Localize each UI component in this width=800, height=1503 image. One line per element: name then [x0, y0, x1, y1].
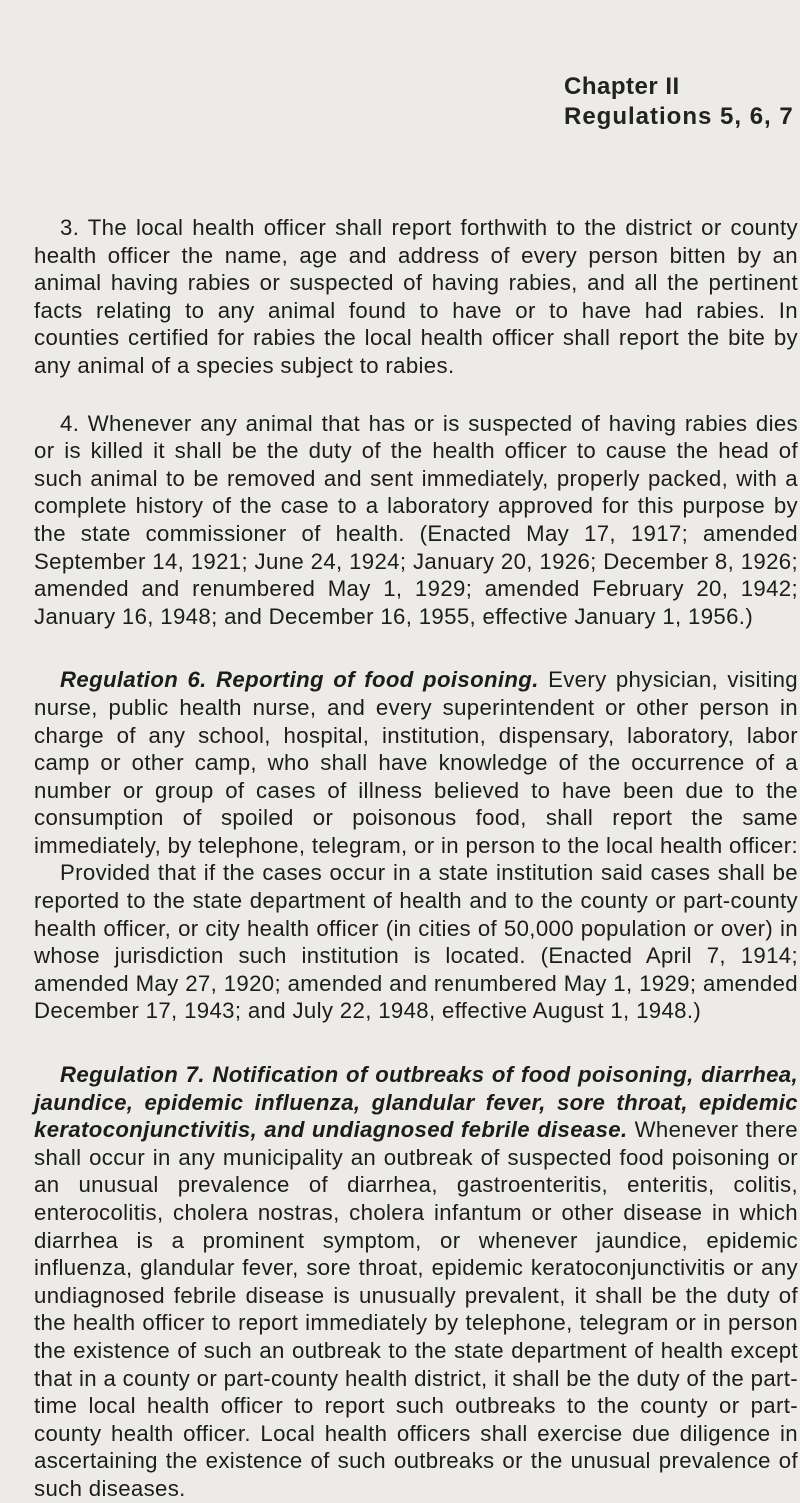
- body-text: [34, 214, 798, 1503]
- regulation-6: [34, 666, 798, 859]
- regulation-7-heading: Regulation 7. Notification of outbreaks of food poisoning, diarrhea, jaundice, epidemic influenza, glandular fever, sore throat, epidemic keratoconjunctivitis, and undiagnosed febrile disease.: [34, 1062, 798, 1143]
- regulation-6-body: Every physician, visiting nurse, public health nurse, and every superintendent or other person in charge of any school, hospital, institution, dispensary, laboratory, labor camp or other camp, who shall have knowledge of the occurrence of a number or group of cases of illness believed to have been due to the consumption of spoiled or poisonous food, shall report the same immediately, by telephone, telegram, or in person to the local health officer:: [34, 667, 799, 858]
- regulation-7: [34, 1061, 798, 1503]
- regulation-6-heading: Regulation 6. Reporting of food poisoning.: [60, 667, 539, 693]
- chapter-heading: Chapter II: [564, 73, 680, 100]
- regulations-heading: Regulations 5, 6, 7: [564, 103, 794, 130]
- paragraph-3: 3. The local health officer shall report forthwith to the district or county health officer the name, age and address of every person bitten by an animal having rabies or suspected of having rabies, and all the pertinent facts relating to any animal found to have or to have had rabies. In counties certified for rabies the local health officer shall report the bite by any animal of a species subject to rabies.: [34, 215, 798, 378]
- page-header: [564, 72, 794, 132]
- regulation-6-proviso: Provided that if the cases occur in a state institution said cases shall be reported to the state department of health and to the county or part-county health officer, or city health officer (in cities of 50,000 population or over) in whose jurisdiction such institution is located. (Enacted April 7, 1914; amended May 27, 1920; amended and renumbered May 1, 1929; amended December 17, 1943; and July 22, 1948, effective August 1, 1948.): [34, 860, 798, 1024]
- regulation-7-body: Whenever there shall occur in any municipality an outbreak of suspected food poisoning or an unusual prevalence of diarrhea, gastroenteritis, enteritis, colitis, enterocolitis, cholera nostras, cholera infantum or other disease in which diarrhea is a prominent symptom, or whenever jaundice, epidemic influenza, glandular fever, sore throat, epidemic keratoconjunctivitis or any undiagnosed febrile disease is unusually prevalent, it shall be the duty of the health officer to report immediately by telephone, telegram or in person the existence of such an outbreak to the state department of health except that in a county or part-county health district, it shall be the duty of the part-time local health officer to report such outbreaks to the county or part-county health officer. Local health officers shall exercise due diligence in ascertaining the existence of such outbreaks or the unusual prevalence of such diseases.: [34, 1117, 798, 1501]
- paragraph-4: 4. Whenever any animal that has or is suspected of having rabies dies or is killed it shall be the duty of the health officer to cause the head of such animal to be removed and sent immediately, properly packed, with a complete history of the case to a laboratory approved for this purpose by the state commissioner of health. (Enacted May 17, 1917; amended September 14, 1921; June 24, 1924; January 20, 1926; December 8, 1926; amended and renumbered May 1, 1929; amended February 20, 1942; January 16, 1948; and December 16, 1955, effective January 1, 1956.): [34, 410, 798, 629]
